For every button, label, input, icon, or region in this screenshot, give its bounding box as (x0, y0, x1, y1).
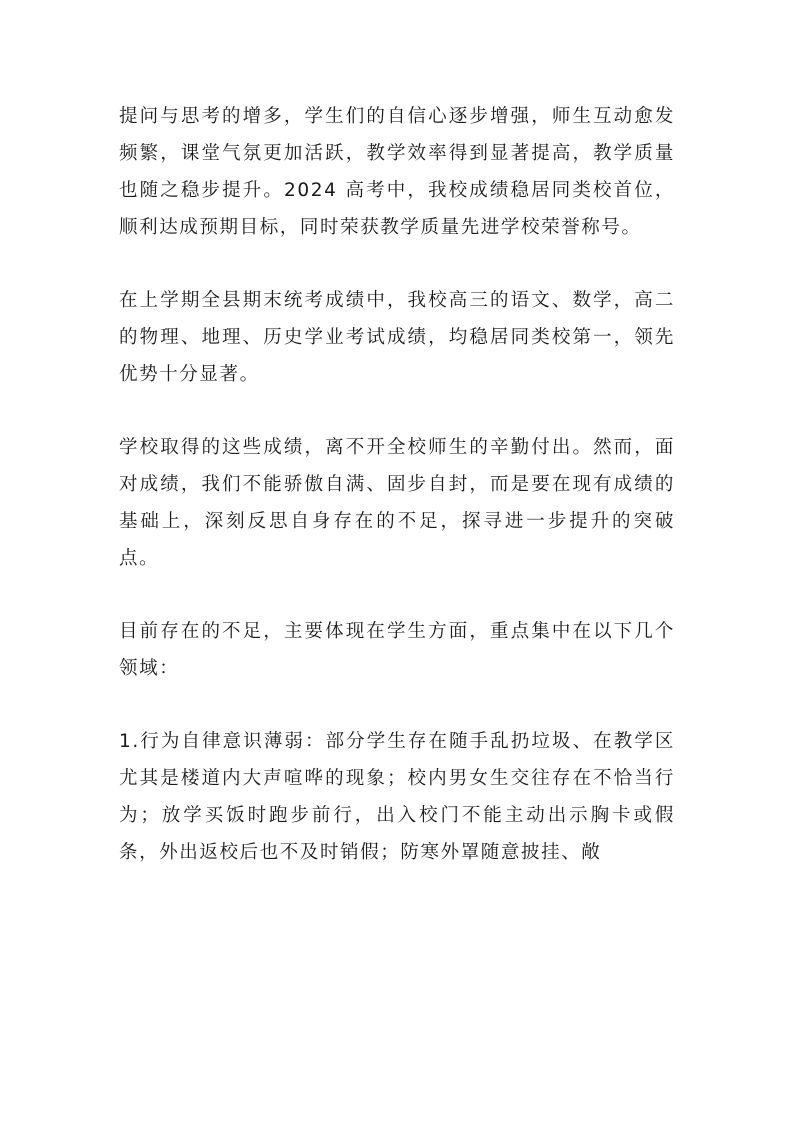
paragraph-spacer (119, 687, 675, 723)
paragraph-exam-results: 在上学期全县期末统考成绩中，我校高三的语文、数学，高二的物理、地理、历史学业考试成绩，均稳居同类校第一，领先优势十分显著。 (119, 290, 675, 385)
paragraph-spacer (119, 577, 675, 613)
paragraph-shortcomings-intro: 目前存在的不足，主要体现在学生方面，重点集中在以下几个领域： (119, 621, 675, 679)
document-body (119, 98, 675, 871)
paragraph-reflection: 学校取得的这些成绩，离不开全校师生的辛勤付出。然而，面对成绩，我们不能骄傲自满、固步自封，而是要在现有成绩的基础上，深刻反思自身存在的不足，探寻进一步提升的突破点。 (119, 437, 675, 569)
paragraph-achievements: 提问与思考的增多，学生们的自信心逐步增强，师生互动愈发频繁，课堂气氛更加活跃，教学效率得到显著提高，教学质量也随之稳步提升。2024 高考中，我校成绩稳居同类校首位，顺利达成预期目标，同时荣获教学质量先进学校荣誉称号。 (119, 106, 675, 238)
paragraph-spacer (119, 246, 675, 282)
paragraph-item-1: 1.行为自律意识薄弱：部分学生存在随手乱扔垃圾、在教学区尤其是楼道内大声喧哗的现象；校内男女生交往存在不恰当行为；放学买饭时跑步前行，出入校门不能主动出示胸卡或假条，外出返校后也不及时销假；防寒外罩随意披挂、敞 (119, 731, 675, 863)
paragraph-spacer (119, 393, 675, 429)
